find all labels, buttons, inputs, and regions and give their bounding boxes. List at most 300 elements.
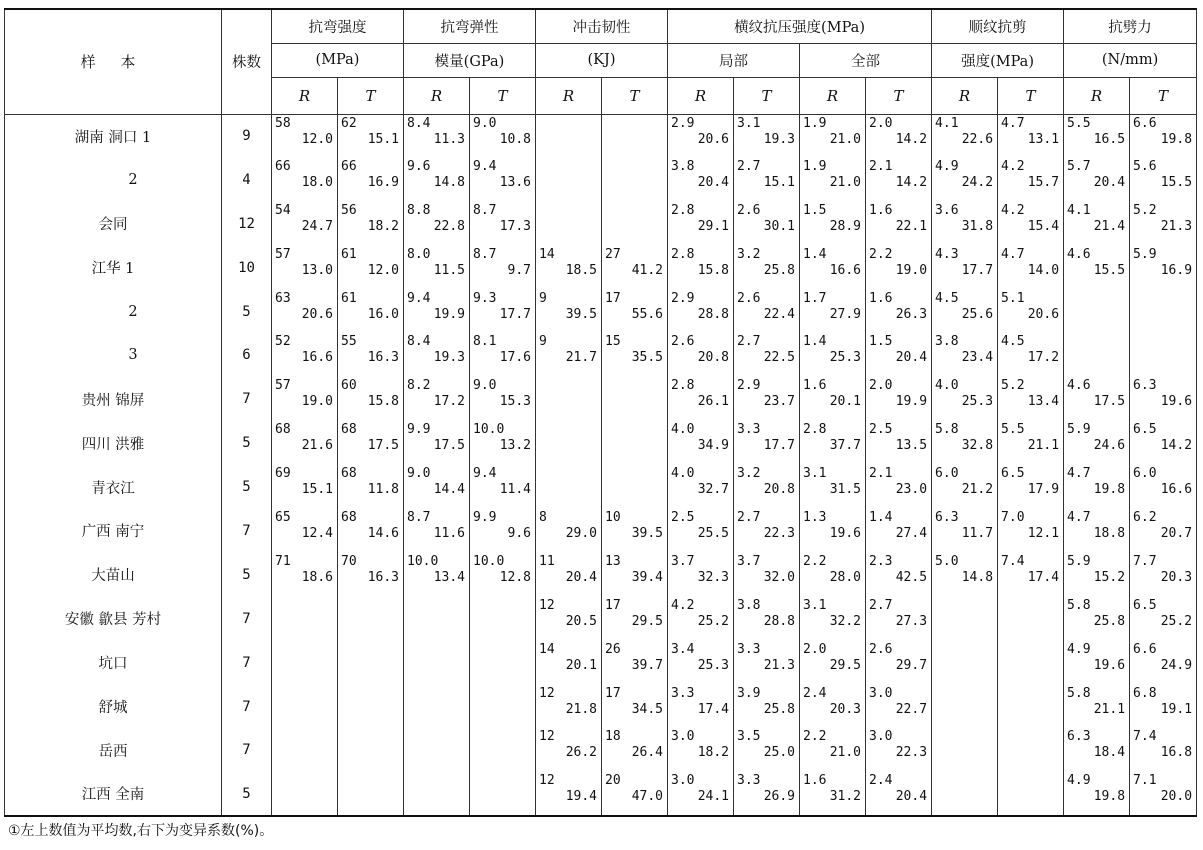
- value-cell: [536, 641, 602, 685]
- cv-value: 25.6: [961, 306, 994, 322]
- mean-value: 1.9: [803, 115, 827, 131]
- value-cell: [536, 202, 602, 246]
- value-cell: [668, 333, 734, 377]
- mean-value: 2.7: [737, 158, 761, 174]
- mean-value: [932, 728, 997, 729]
- tree-count: 9: [222, 114, 272, 158]
- value-cell: [734, 202, 800, 246]
- value-cell: [536, 509, 602, 553]
- tree-count: 7: [222, 377, 272, 421]
- mean-value: 7.4: [1001, 553, 1025, 569]
- value-cell: [932, 333, 998, 377]
- mean-value: 17: [605, 597, 621, 613]
- mean-value: 15: [605, 334, 621, 350]
- unit-header-bending-modulus: 模量(GPa): [404, 43, 536, 77]
- group-header-shear: 顺纹抗剪: [932, 9, 1064, 43]
- mean-value: 5.2: [1001, 378, 1025, 394]
- value-cell: [998, 114, 1064, 158]
- value-cell: [1064, 377, 1130, 421]
- value-cell: [1064, 290, 1130, 334]
- value-cell: [800, 641, 866, 685]
- table-header: [5, 9, 1197, 114]
- cv-value: 19.3: [433, 350, 465, 366]
- value-cell: [668, 290, 734, 334]
- tree-count: 7: [222, 641, 272, 685]
- sample-name: 湖南 洞口 1: [5, 114, 222, 158]
- value-cell: [602, 553, 668, 597]
- table-row: [5, 246, 1197, 290]
- value-cell: [404, 158, 470, 202]
- value-cell: [1130, 728, 1197, 772]
- mean-value: 1.4: [869, 510, 893, 526]
- rt-header-cell: R: [668, 77, 734, 114]
- value-cell: [932, 553, 998, 597]
- cv-value: 16.6: [1160, 482, 1193, 498]
- value-cell: [602, 685, 668, 729]
- value-cell: [800, 377, 866, 421]
- mean-value: 52: [275, 334, 291, 350]
- cv-value: 39.7: [631, 657, 663, 673]
- cv-value: 39.5: [565, 306, 597, 322]
- mean-value: 68: [341, 422, 357, 438]
- cv-value: 23.4: [961, 350, 994, 366]
- cv-value: 15.1: [367, 131, 399, 147]
- cv-value: 9.7: [507, 262, 531, 278]
- cv-value: 14.0: [1027, 262, 1060, 278]
- cv-value: 13.4: [433, 569, 465, 585]
- mean-value: 4.7: [1067, 510, 1091, 526]
- value-cell: [338, 597, 404, 641]
- cv-value: 11.3: [433, 131, 465, 147]
- mean-value: 10.0: [473, 422, 505, 438]
- cv-value: 22.1: [895, 218, 928, 234]
- value-cell: [338, 158, 404, 202]
- mean-value: 9.0: [473, 115, 497, 131]
- mean-value: 4.7: [1001, 115, 1025, 131]
- value-cell: [1064, 421, 1130, 465]
- cv-value: 17.3: [499, 218, 531, 234]
- cv-value: 12.0: [301, 131, 333, 147]
- cv-value: 16.9: [367, 174, 399, 190]
- mean-value: 9.9: [407, 422, 431, 438]
- cv-value: 17.2: [1027, 350, 1060, 366]
- value-cell: [866, 465, 932, 509]
- value-cell: [866, 421, 932, 465]
- value-cell: [536, 377, 602, 421]
- value-cell: [404, 597, 470, 641]
- mean-value: 2.6: [869, 641, 893, 657]
- mean-value: 14: [539, 641, 555, 657]
- cv-value: 14.8: [961, 569, 994, 585]
- mean-value: 4.0: [671, 422, 695, 438]
- sample-name: 青衣江: [5, 465, 222, 509]
- mean-value: 3.0: [869, 729, 893, 745]
- mean-value: 2.6: [737, 202, 761, 218]
- value-cell: [338, 377, 404, 421]
- cv-value: 15.5: [1093, 262, 1126, 278]
- mean-value: 4.1: [1067, 202, 1091, 218]
- value-cell: [1064, 553, 1130, 597]
- value-cell: [1130, 509, 1197, 553]
- cv-value: 19.6: [829, 526, 861, 542]
- sample-name: 3: [5, 333, 222, 377]
- value-cell: [470, 114, 536, 158]
- mean-value: 9.0: [407, 466, 431, 482]
- rt-header-cell: T: [602, 77, 668, 114]
- value-cell: [668, 772, 734, 816]
- cv-value: 13.5: [895, 438, 928, 454]
- value-cell: [536, 158, 602, 202]
- cv-value: 11.5: [433, 262, 465, 278]
- value-cell: [800, 421, 866, 465]
- cv-value: 17.4: [697, 701, 729, 717]
- value-cell: [1130, 597, 1197, 641]
- cv-value: 47.0: [631, 789, 663, 805]
- cv-value: 22.6: [961, 131, 994, 147]
- value-cell: [1064, 246, 1130, 290]
- cv-value: 27.9: [829, 306, 861, 322]
- cv-value: 12.8: [499, 569, 531, 585]
- mean-value: [536, 465, 601, 466]
- mean-value: 55: [341, 334, 357, 350]
- table-row: [5, 333, 1197, 377]
- mean-value: 2.5: [869, 422, 893, 438]
- value-cell: [1064, 772, 1130, 816]
- mean-value: 3.0: [671, 729, 695, 745]
- mean-value: 11: [539, 553, 555, 569]
- rt-header-cell: T: [1130, 77, 1197, 114]
- tree-count: 6: [222, 333, 272, 377]
- mean-value: [404, 728, 469, 729]
- value-cell: [272, 465, 338, 509]
- tree-count: 7: [222, 728, 272, 772]
- mean-value: 5.9: [1067, 422, 1091, 438]
- value-cell: [404, 465, 470, 509]
- cv-value: 31.2: [829, 789, 861, 805]
- table-row: [5, 597, 1197, 641]
- mean-value: 5.9: [1133, 246, 1157, 262]
- value-cell: [470, 246, 536, 290]
- value-cell: [602, 202, 668, 246]
- rt-header-cell: R: [800, 77, 866, 114]
- value-cell: [602, 333, 668, 377]
- value-cell: [800, 114, 866, 158]
- mean-value: 4.9: [1067, 641, 1091, 657]
- mean-value: 6.5: [1133, 597, 1157, 613]
- mean-value: [536, 377, 601, 378]
- value-cell: [470, 290, 536, 334]
- value-cell: [668, 728, 734, 772]
- value-cell: [734, 421, 800, 465]
- value-cell: [1130, 641, 1197, 685]
- cv-value: 42.5: [895, 569, 928, 585]
- cv-value: 18.0: [301, 174, 333, 190]
- cv-value: 21.3: [763, 657, 795, 673]
- value-cell: [536, 597, 602, 641]
- mean-value: 65: [275, 510, 291, 526]
- table-row: [5, 290, 1197, 334]
- cv-value: 20.6: [301, 306, 333, 322]
- cv-value: 15.7: [1027, 174, 1060, 190]
- value-cell: [1130, 246, 1197, 290]
- count-header: 株数: [222, 9, 272, 114]
- value-cell: [866, 772, 932, 816]
- value-cell: [272, 597, 338, 641]
- value-cell: [470, 509, 536, 553]
- mean-value: 12: [539, 773, 555, 789]
- mean-value: [338, 597, 403, 598]
- value-cell: [1130, 202, 1197, 246]
- cv-value: 9.6: [507, 526, 531, 542]
- mean-value: 70: [341, 553, 357, 569]
- mean-value: 2.9: [671, 290, 695, 306]
- cv-value: 19.9: [895, 394, 928, 410]
- mean-value: 2.9: [737, 378, 761, 394]
- value-cell: [602, 641, 668, 685]
- value-cell: [866, 597, 932, 641]
- mean-value: 7.1: [1133, 773, 1157, 789]
- mean-value: 8.2: [407, 378, 431, 394]
- cv-value: 25.2: [697, 613, 729, 629]
- value-cell: [734, 772, 800, 816]
- value-cell: [998, 158, 1064, 202]
- value-cell: [998, 553, 1064, 597]
- value-cell: [404, 509, 470, 553]
- mean-value: 4.6: [1067, 378, 1091, 394]
- mean-value: [404, 772, 469, 773]
- value-cell: [602, 290, 668, 334]
- mean-value: 5.0: [935, 553, 959, 569]
- value-cell: [272, 377, 338, 421]
- value-cell: [1130, 377, 1197, 421]
- value-cell: [536, 553, 602, 597]
- value-cell: [602, 421, 668, 465]
- value-cell: [404, 114, 470, 158]
- cv-value: 11.6: [433, 526, 465, 542]
- value-cell: [602, 509, 668, 553]
- value-cell: [800, 553, 866, 597]
- value-cell: [272, 114, 338, 158]
- tree-count: 5: [222, 553, 272, 597]
- mean-value: 3.9: [737, 685, 761, 701]
- value-cell: [998, 421, 1064, 465]
- unit-header-cleavage: (N/mm): [1064, 43, 1197, 77]
- mean-value: 27: [605, 246, 621, 262]
- value-cell: [866, 685, 932, 729]
- value-cell: [932, 158, 998, 202]
- cv-value: 17.5: [1093, 394, 1126, 410]
- mean-value: 6.3: [935, 510, 959, 526]
- rt-header-cell: T: [734, 77, 800, 114]
- value-cell: [800, 597, 866, 641]
- value-cell: [800, 728, 866, 772]
- cv-value: 15.4: [1027, 218, 1060, 234]
- mean-value: 5.2: [1133, 202, 1157, 218]
- value-cell: [800, 509, 866, 553]
- value-cell: [470, 772, 536, 816]
- rt-header-cell: R: [272, 77, 338, 114]
- cv-value: 19.0: [301, 394, 333, 410]
- cv-value: 13.1: [1027, 131, 1060, 147]
- value-cell: [1064, 158, 1130, 202]
- mean-value: 57: [275, 378, 291, 394]
- value-cell: [734, 509, 800, 553]
- cv-value: 29.5: [829, 657, 861, 673]
- value-cell: [338, 641, 404, 685]
- mean-value: 61: [341, 290, 357, 306]
- mean-value: 3.3: [737, 422, 761, 438]
- mean-value: 9.4: [473, 158, 497, 174]
- value-cell: [404, 641, 470, 685]
- value-cell: [932, 685, 998, 729]
- cv-value: 15.8: [697, 262, 729, 278]
- cv-value: 14.4: [433, 482, 465, 498]
- mean-value: 4.2: [671, 597, 695, 613]
- value-cell: [734, 465, 800, 509]
- mean-value: 1.6: [869, 290, 893, 306]
- cv-value: 20.1: [565, 657, 597, 673]
- value-cell: [1130, 158, 1197, 202]
- value-cell: [932, 728, 998, 772]
- value-cell: [272, 509, 338, 553]
- value-cell: [932, 772, 998, 816]
- sample-name: 贵州 锦屏: [5, 377, 222, 421]
- cv-value: 14.2: [895, 174, 928, 190]
- wood-properties-table: [4, 8, 1197, 817]
- cv-value: 11.7: [961, 526, 994, 542]
- mean-value: 3.2: [737, 466, 761, 482]
- value-cell: [734, 333, 800, 377]
- value-cell: [734, 641, 800, 685]
- mean-value: 3.0: [869, 685, 893, 701]
- value-cell: [1064, 597, 1130, 641]
- value-cell: [404, 246, 470, 290]
- table-row: [5, 202, 1197, 246]
- cv-value: 17.7: [961, 262, 994, 278]
- cv-value: 18.6: [301, 569, 333, 585]
- mean-value: 2.2: [803, 729, 827, 745]
- table-row: [5, 728, 1197, 772]
- rt-header-cell: T: [866, 77, 932, 114]
- mean-value: 3.7: [671, 553, 695, 569]
- mean-value: 69: [275, 466, 291, 482]
- cv-value: 22.3: [763, 526, 795, 542]
- value-cell: [932, 114, 998, 158]
- value-cell: [998, 509, 1064, 553]
- cv-value: 25.8: [763, 262, 795, 278]
- value-cell: [866, 377, 932, 421]
- mean-value: 5.1: [1001, 290, 1025, 306]
- mean-value: 63: [275, 290, 291, 306]
- value-cell: [602, 246, 668, 290]
- value-cell: [404, 685, 470, 729]
- value-cell: [998, 246, 1064, 290]
- mean-value: 6.3: [1067, 729, 1091, 745]
- value-cell: [800, 246, 866, 290]
- cv-value: 18.5: [565, 262, 597, 278]
- mean-value: 8.7: [407, 510, 431, 526]
- value-cell: [1064, 202, 1130, 246]
- cv-value: 32.7: [697, 482, 729, 498]
- value-cell: [338, 246, 404, 290]
- value-cell: [536, 290, 602, 334]
- mean-value: 1.3: [803, 510, 827, 526]
- mean-value: 10.0: [407, 553, 439, 569]
- mean-value: [602, 465, 667, 466]
- mean-value: 2.7: [737, 510, 761, 526]
- value-cell: [734, 158, 800, 202]
- mean-value: [998, 685, 1063, 686]
- value-cell: [536, 246, 602, 290]
- value-cell: [1064, 685, 1130, 729]
- value-cell: [734, 728, 800, 772]
- cv-value: 24.1: [697, 789, 729, 805]
- cv-value: 16.3: [367, 350, 399, 366]
- value-cell: [404, 772, 470, 816]
- mean-value: 3.1: [737, 115, 761, 131]
- mean-value: [470, 728, 535, 729]
- rt-header-cell: T: [998, 77, 1064, 114]
- value-cell: [404, 421, 470, 465]
- cv-value: 18.4: [1093, 745, 1126, 761]
- cv-value: 27.3: [895, 613, 928, 629]
- cv-value: 20.4: [895, 350, 928, 366]
- cv-value: 21.0: [829, 174, 861, 190]
- cv-value: 24.9: [1160, 657, 1193, 673]
- cv-value: 34.9: [697, 438, 729, 454]
- value-cell: [536, 421, 602, 465]
- cv-value: 20.4: [1093, 174, 1126, 190]
- cv-value: 32.2: [829, 613, 861, 629]
- value-cell: [800, 202, 866, 246]
- value-cell: [998, 772, 1064, 816]
- cv-value: 20.3: [829, 701, 861, 717]
- tree-count: 7: [222, 509, 272, 553]
- tree-count: 7: [222, 597, 272, 641]
- table-row: [5, 158, 1197, 202]
- cv-value: 18.8: [1093, 526, 1126, 542]
- cv-value: 27.4: [895, 526, 928, 542]
- cv-value: 26.9: [763, 789, 795, 805]
- value-cell: [470, 421, 536, 465]
- table-row: [5, 421, 1197, 465]
- cv-value: 26.1: [697, 394, 729, 410]
- value-cell: [1130, 465, 1197, 509]
- mean-value: 54: [275, 202, 291, 218]
- mean-value: [272, 685, 337, 686]
- tree-count: 4: [222, 158, 272, 202]
- mean-value: 1.6: [803, 378, 827, 394]
- value-cell: [734, 246, 800, 290]
- mean-value: 58: [275, 115, 291, 131]
- cv-value: 32.8: [961, 438, 994, 454]
- sub-header-partial: 局部: [668, 43, 800, 77]
- value-cell: [668, 421, 734, 465]
- table-row: [5, 114, 1197, 158]
- mean-value: 5.6: [1133, 158, 1157, 174]
- mean-value: 17: [605, 685, 621, 701]
- value-cell: [404, 290, 470, 334]
- tree-count: 5: [222, 290, 272, 334]
- value-cell: [602, 465, 668, 509]
- mean-value: 3.8: [737, 597, 761, 613]
- mean-value: [932, 772, 997, 773]
- mean-value: 3.3: [671, 685, 695, 701]
- mean-value: [272, 728, 337, 729]
- cv-value: 26.2: [565, 745, 597, 761]
- value-cell: [932, 641, 998, 685]
- mean-value: 4.2: [1001, 158, 1025, 174]
